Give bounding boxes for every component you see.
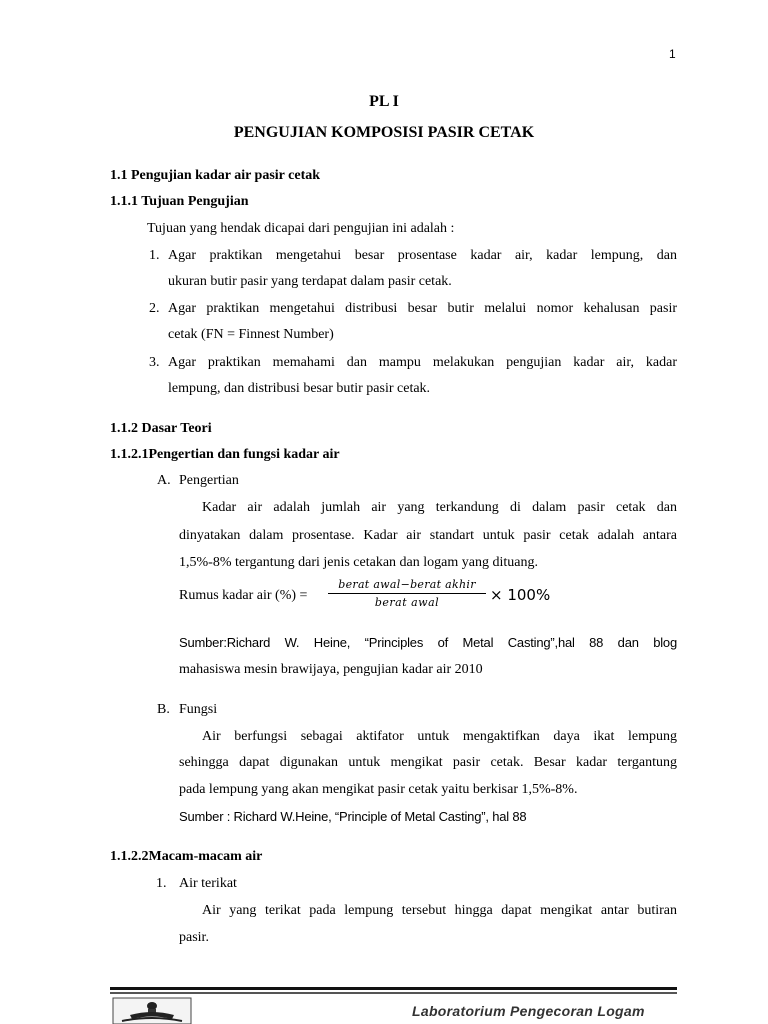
source-citation-continuation: mahasiswa mesin brawijaya, pengujian kadar air 2010	[179, 662, 483, 677]
part-label: Fungsi	[179, 702, 218, 717]
list-item: Agar praktikan mengetahui besar prosentase kadar air, kadar lempung, dan	[168, 248, 677, 263]
page-subtitle: PENGUJIAN KOMPOSISI PASIR CETAK	[233, 124, 535, 141]
page-title: PL I	[369, 93, 399, 110]
footer-rule	[110, 987, 677, 990]
list-item: Agar praktikan memahami dan mampu melakukan pengujian kadar air, kadar	[168, 355, 677, 370]
formula-denominator: berat awal	[374, 596, 440, 609]
list-item-number: 1.	[156, 876, 167, 891]
paragraph-line: pada lempung yang akan mengikat pasir cetak yaitu berkisar 1,5%-8%.	[179, 782, 578, 797]
list-item-continuation: cetak (FN = Finnest Number)	[168, 327, 334, 342]
formula-fraction	[328, 578, 486, 609]
section-heading-1-1-2: 1.1.2 Dasar Teori	[110, 421, 212, 436]
source-citation: Sumber:Richard W. Heine, “Principles of Metal Casting”,hal 88 dan blog	[179, 635, 677, 650]
paragraph-line: sehingga dapat digunakan untuk mengikat pasir cetak. Besar kadar tergantung	[179, 755, 677, 770]
section-heading-1-1-2-2: 1.1.2.2Macam-macam air	[110, 849, 263, 864]
list-item: Agar praktikan mengetahui distribusi besar butir melalui nomor kehalusan pasir	[168, 301, 677, 316]
paragraph-line: Kadar air adalah jumlah air yang terkandung di dalam pasir cetak dan	[202, 500, 677, 515]
paragraph-line: 1,5%-8% tergantung dari jenis cetakan dan logam yang dituang.	[179, 555, 538, 570]
paragraph-line: dinyatakan dalam prosentase. Kadar air standart untuk pasir cetak adalah antara	[179, 528, 677, 543]
footer-lab-name: Laboratorium Pengecoran Logam	[412, 1003, 645, 1019]
paragraph-line: Air yang terikat pada lempung tersebut hingga dapat mengikat antar butiran	[202, 903, 677, 918]
page-number: 1	[669, 47, 676, 61]
formula-numerator: berat awal−berat akhir	[328, 578, 486, 594]
source-citation: Sumber : Richard W.Heine, “Principle of Metal Casting”, hal 88	[179, 809, 527, 824]
section-heading-1-1-2-1: 1.1.2.1Pengertian dan fungsi kadar air	[110, 447, 340, 462]
section-heading-1-1: 1.1 Pengujian kadar air pasir cetak	[110, 168, 321, 183]
list-item-continuation: lempung, dan distribusi besar butir pasir cetak.	[168, 381, 431, 396]
list-item-number: 3.	[149, 355, 160, 370]
section-heading-1-1-1: 1.1.1 Tujuan Pengujian	[110, 194, 249, 209]
part-letter: B.	[157, 702, 170, 717]
part-label: Pengertian	[179, 473, 239, 488]
formula-suffix: × 100%	[490, 586, 551, 604]
paragraph-line: pasir.	[179, 930, 209, 945]
list-item-continuation: ukuran butir pasir yang terdapat dalam pasir cetak.	[168, 274, 452, 289]
footer-rule-secondary	[110, 992, 677, 994]
list-item-number: 2.	[149, 301, 160, 316]
laboratory-logo-icon	[112, 997, 192, 1024]
part-letter: A.	[157, 473, 171, 488]
paragraph-line: Air berfungsi sebagai aktifator untuk mengaktifkan daya ikat lempung	[202, 729, 677, 744]
objectives-intro: Tujuan yang hendak dicapai dari pengujian ini adalah :	[147, 221, 455, 236]
formula-label: Rumus kadar air (%) =	[179, 588, 308, 603]
list-item-label: Air terikat	[179, 876, 237, 891]
list-item-number: 1.	[149, 248, 160, 263]
